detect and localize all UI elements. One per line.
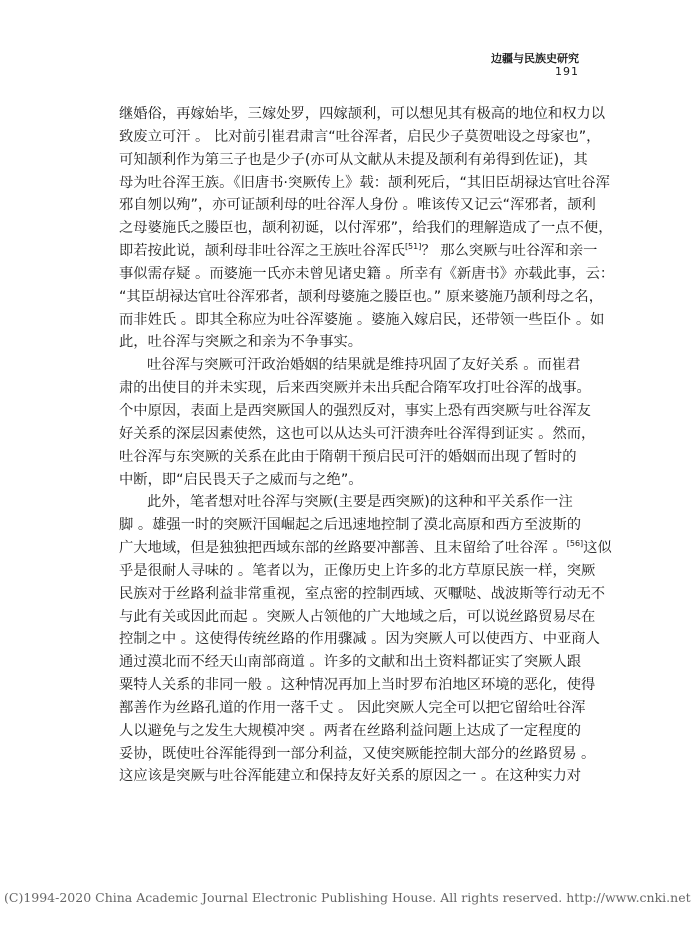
journal-title: 边疆与民族史研究 <box>491 52 579 65</box>
footnote-ref: [51] <box>404 242 422 252</box>
text-line: 好关系的深层因素使然，这也可以从达头可汗溃奔吐谷浑得到证实 。然而， <box>119 425 596 442</box>
text-line: 之母婆施氏之媵臣也，颉利初诞，以付浑邪”，给我们的理解造成了一点不便， <box>119 220 613 237</box>
text-segment: 这似 <box>583 540 612 557</box>
text-line: 致废立可汗 。 比对前引崔君肃言“吐谷浑者，启民少子莫贺咄设之母家也”， <box>119 128 601 145</box>
text-line: 中断，即“启民畏天子之威而与之绝”。 <box>119 471 363 488</box>
text-line: 妥协，既使吐谷浑能得到一部分利益，又使突厥能控制大部分的丝路贸易 。 <box>119 745 596 762</box>
footnote-ref: [56] <box>566 539 584 549</box>
page-number: 191 <box>555 65 579 78</box>
text-line: 此，吐谷浑与突厥之和亲为不争事实。 <box>119 334 363 351</box>
text-line: 粟特人关系的非同一般 。这种情况再加上当时罗布泊地区环境的恶化，使得 <box>119 677 596 694</box>
text-segment: 即若按此说，颉利母非吐谷浑之王族吐谷浑氏 <box>119 243 405 260</box>
text-line: 乎是很耐人寻味的 。笔者以为，正像历史上许多的北方草原民族一样，突厥 <box>119 562 596 579</box>
text-line: 鄯善作为丝路孔道的作用一落千丈 。 因此突厥人完全可以把它留给吐谷浑 <box>119 699 586 716</box>
text-line <box>119 537 612 560</box>
text-line: 与此有关或因此而起 。突厥人占领他的广大地域之后，可以说丝路贸易尽在 <box>119 608 596 625</box>
text-line: 控制之中 。这使得传统丝路的作用骤减 。因为突厥人可以使西方、中亚商人 <box>119 631 600 648</box>
text-segment: ？ 那么突厥与吐谷浑和亲一 <box>421 243 598 260</box>
text-line: 通过漠北而不经天山南部商道 。许多的文献和出土资料都证实了突厥人跟 <box>119 654 582 671</box>
text-line: 母为吐谷浑王族。《旧唐书·突厥传上》载：颉利死后，“其旧臣胡禄达官吐谷浑 <box>119 174 610 191</box>
text-line: 而非姓氏 。即其全称应为吐谷浑婆施 。婆施入嫁启民，还带领一些臣仆 。如 <box>119 311 605 328</box>
text-line: 民族对于丝路利益非常重视，室点密的控制西域、灭嚈哒、战波斯等行动无不 <box>119 585 606 602</box>
text-segment: 广大地域，但是独独把西域东部的丝路要冲鄯善、且末留给了吐谷浑 。 <box>119 540 567 557</box>
paragraph-start-line: 此外，笔者想对吐谷浑与突厥(主要是西突厥)的这种和平关系作一注 <box>147 494 573 511</box>
text-line <box>119 240 598 263</box>
text-line: 事似需存疑 。而婆施一氏亦未曾见诸史籍 。所幸有《新唐书》亦载此事，云： <box>119 265 615 282</box>
running-header <box>491 52 579 78</box>
text-line: 邪自刎以殉”，亦可证颉利母的吐谷浑人身份 。唯该传又记云“浑邪者，颉利 <box>119 197 596 214</box>
text-line: 可知颉利作为第三子也是少子(亦可从文献从未提及颉利有弟得到佐证)，其 <box>119 151 588 168</box>
text-line: 吐谷浑与东突厥的关系在此由于隋朝干预启民可汗的婚姻而出现了暂时的 <box>119 448 577 465</box>
text-line: 脚 。雄强一时的突厥汗国崛起之后迅速地控制了漠北高原和西方至波斯的 <box>119 517 582 534</box>
text-line: 肃的出使目的并未实现，后来西突厥并未出兵配合隋军攻打吐谷浑的战事。 <box>119 380 591 397</box>
copyright-footer: (C)1994-2020 China Academic Journal Electronic Publishing House. All rights reserved. http://www.cnki.net <box>4 890 691 905</box>
article-body <box>119 103 615 788</box>
text-line: 这应该是突厥与吐谷浑能建立和保持友好关系的原因之一 。在这种实力对 <box>119 768 582 785</box>
text-line: 个中原因，表面上是西突厥国人的强烈反对，事实上恐有西突厥与吐谷浑友 <box>119 402 591 419</box>
text-line: “其臣胡禄达官吐谷浑邪者，颉利母婆施之媵臣也。” 原来婆施乃颉利母之名， <box>119 288 604 305</box>
text-line: 人以避免与之发生大规模冲突 。两者在丝路利益问题上达成了一定程度的 <box>119 722 582 739</box>
paragraph-start-line: 吐谷浑与突厥可汗政治婚姻的结果就是维持巩固了友好关系 。而崔君 <box>147 357 581 374</box>
text-line: 继婚俗，再嫁始毕，三嫁处罗，四嫁颉利，可以想见其有极高的地位和权力以 <box>119 106 606 122</box>
